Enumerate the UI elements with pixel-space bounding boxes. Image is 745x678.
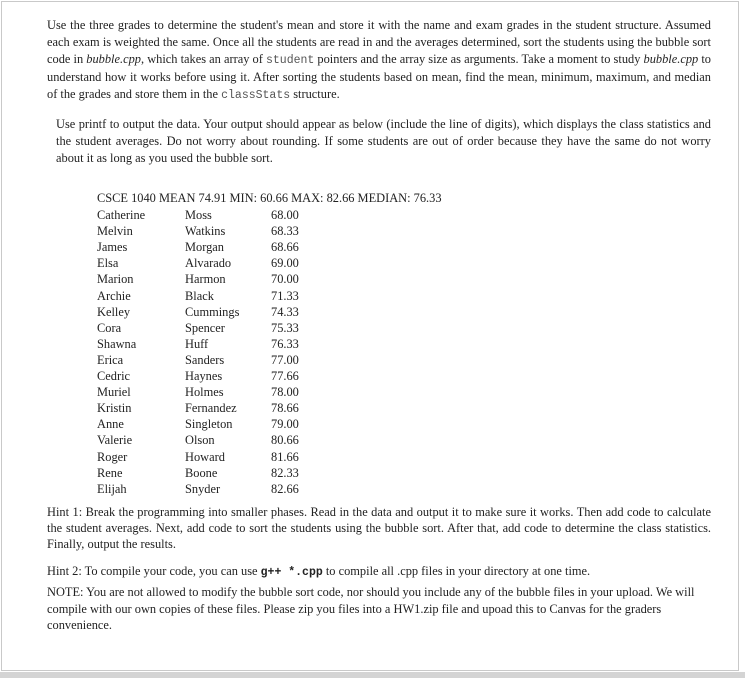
intro-paragraph [47,17,711,104]
last-name: Alvarado [185,256,232,271]
first-name: James [97,240,128,255]
first-name: Valerie [97,433,133,448]
first-name: Catherine [97,208,146,222]
last-name: Harmon [185,272,226,287]
last-name: Fernandez [185,401,237,416]
hint-2 [47,563,711,581]
last-name: Haynes [185,369,223,383]
average: 82.66 [271,481,299,496]
first-name: Cora [97,320,122,335]
student-code: student [265,54,315,67]
first-name: Erica [97,352,124,367]
last-name: Cummings [185,304,240,319]
first-name: Anne [97,417,124,432]
last-name: Sanders [185,352,225,367]
classstats-code: classStats [221,89,291,102]
hint-2-text-b: to compile all .cpp files in your directory at one time. [322,564,591,578]
average: 70.00 [271,272,299,287]
average: 68.33 [271,224,299,239]
average: 79.00 [271,417,299,432]
intro-text-b: , which takes an array of [140,52,266,66]
first-name: Cedric [97,369,131,383]
first-name: Shawna [97,336,137,351]
first-name: Melvin [97,224,133,239]
first-name: Marion [97,272,134,287]
average: 82.33 [271,465,299,480]
first-name: Rene [97,465,123,480]
average: 78.00 [271,385,299,400]
last-name: Holmes [185,385,224,400]
last-name: Morgan [185,240,225,255]
average: 68.00 [271,208,299,222]
first-name: Elijah [97,481,127,496]
intro-text-d: to understand how it works before using it. After sorting the students based on mean, find the mean, minimum, maximum, and median of the grades and store them in the [47,52,711,101]
last-name: Black [185,288,214,303]
last-name: Watkins [185,224,226,239]
last-name: Snyder [185,481,221,496]
average: 77.00 [271,352,299,367]
average: 71.33 [271,288,299,303]
intro-text-a: Use the three grades to determine the student's mean and store it with the name and exam grades in the student structure. Assumed each exam is weighted the same. Once all the students are read in and the averages determined, sort the students using the bubble sort code in [47,18,711,66]
bubble-cpp-filename-2: bubble.cpp [643,52,699,66]
average: 80.66 [271,433,299,448]
class-stats-header: CSCE 1040 MEAN 74.91 MIN: 60.66 MAX: 82.66 MEDIAN: 76.33 [97,191,442,205]
last-name: Boone [185,465,218,480]
last-name: Huff [185,336,209,351]
average: 81.66 [271,449,299,464]
average: 69.00 [271,256,299,271]
intro-text-c: pointers and the array size as arguments. Take a moment to study [314,52,644,66]
first-name: Kelley [97,304,131,319]
last-name: Singleton [185,417,233,432]
first-name: Muriel [97,385,131,400]
first-name: Archie [97,288,131,303]
first-name: Kristin [97,401,132,416]
average: 74.33 [271,304,299,319]
hint-1: Hint 1: Break the programming into smaller phases. Read in the data and output it to make sure it works. Then add code to calculate the student averages. Next, add code to sort the students using the bubble sort. After that, add code to determine the class statistics. Finally, output the results. [47,505,711,551]
average: 68.66 [271,240,299,255]
average: 76.33 [271,336,299,351]
hint-2-text-a: Hint 2: To compile your code, you can use [47,564,261,578]
first-name: Elsa [97,256,119,271]
compile-command: g++ *.cpp [260,566,323,579]
last-name: Howard [185,449,225,464]
last-name: Spencer [185,320,225,335]
note-paragraph: NOTE: You are not allowed to modify the bubble sort code, nor should you include any of the bubble files in your upload. We will compile with our own copies of these files. Please zip you files into a HW1.zip file and upoad this to Canvas for the graders convenience. [47,585,695,632]
last-name: Moss [185,208,212,222]
last-name: Olson [185,433,215,448]
average: 77.66 [271,369,299,383]
bubble-cpp-filename: bubble.cpp [86,52,141,66]
first-name: Roger [97,449,128,464]
average: 75.33 [271,320,299,335]
intro-text-e: structure. [290,87,340,101]
bottom-scroll-strip [0,672,745,678]
printf-paragraph: Use printf to output the data. Your output should appear as below (include the line of digits), which displays the class statistics and the student averages. Do not worry about rounding. If some students are out of order because they have the same do not worry about it as long as you used the bubble sort. [56,117,711,165]
average: 78.66 [271,401,299,416]
